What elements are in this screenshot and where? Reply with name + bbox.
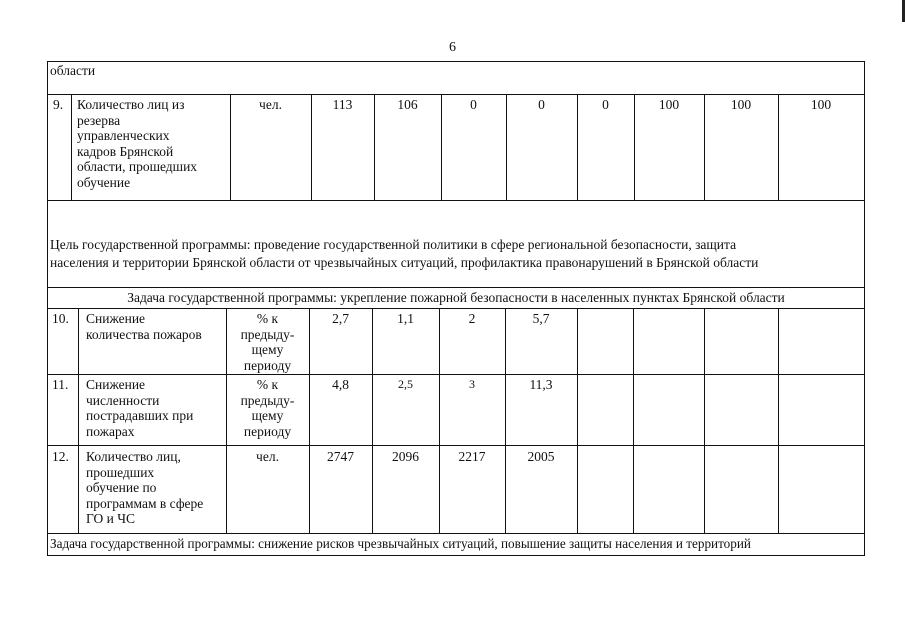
value-cell: 2096	[392, 449, 419, 464]
value-cell: 100	[658, 97, 680, 112]
unit-line: щему	[251, 408, 284, 423]
indicator-name	[77, 97, 197, 190]
col-line	[78, 308, 79, 533]
name-line: кадров Брянской	[77, 143, 174, 159]
name-line: пожарах	[86, 423, 135, 439]
goal-line: Цель государственной программы: проведение государственной политики в сфере региональной безопасности, защита	[50, 237, 737, 252]
unit-line: периоду	[243, 423, 292, 439]
continuation-label: области	[50, 63, 96, 78]
row-separator	[47, 94, 865, 95]
name-line: управленческих	[77, 128, 170, 143]
row-number: 11.	[52, 377, 69, 392]
value-cell: 3	[469, 377, 475, 391]
name-line: прошедших	[86, 464, 155, 480]
col-line	[778, 308, 779, 533]
page-number: 6	[449, 40, 456, 55]
unit-line: предыду-	[240, 392, 295, 408]
name-line: количества пожаров	[86, 326, 202, 342]
col-line	[505, 308, 506, 533]
value-cell: 5,7	[532, 311, 550, 326]
row-separator	[47, 200, 865, 201]
value-cell: 100	[810, 97, 832, 112]
row-number: 10.	[52, 311, 69, 326]
col-line	[71, 94, 72, 200]
row-number: 9.	[53, 97, 64, 112]
unit-cell: чел.	[259, 97, 282, 112]
unit-line: периоду	[243, 357, 292, 373]
col-line	[439, 308, 440, 533]
value-cell: 113	[332, 97, 353, 112]
value-cell: 2,7	[332, 311, 349, 326]
value-cell: 0	[470, 97, 477, 112]
col-line	[309, 308, 310, 533]
unit-line: % к	[256, 311, 279, 326]
unit-cell	[226, 377, 309, 439]
table-left-border	[47, 61, 48, 556]
value-cell: 1,1	[397, 311, 414, 326]
table-bottom-border	[47, 555, 865, 556]
value-cell: 4,8	[332, 377, 349, 392]
row-number: 12.	[52, 449, 69, 464]
name-line: пострадавших при	[86, 408, 194, 423]
col-line	[577, 308, 578, 533]
name-line: Снижение	[86, 377, 146, 392]
name-line: Количество лиц из	[77, 97, 185, 112]
name-line: численности	[86, 392, 160, 408]
row-separator	[47, 445, 865, 446]
name-line: обучение по	[86, 480, 157, 495]
program-task: Задача государственной программы: укрепление пожарной безопасности в населенных пунктах Брянской области	[127, 290, 785, 305]
value-cell: 2747	[327, 449, 354, 464]
value-cell: 2	[468, 311, 476, 326]
indicator-name	[86, 311, 202, 342]
row-separator	[47, 308, 865, 309]
value-cell: 0	[538, 97, 545, 112]
indicator-name	[86, 449, 203, 527]
unit-line: щему	[251, 342, 284, 357]
unit-line: предыду-	[240, 326, 295, 342]
goal-line: населения и территории Брянской области от чрезвычайных ситуаций, профилактика правонарушений в Брянской области	[50, 255, 759, 270]
row-separator	[47, 374, 865, 375]
value-cell: 11,3	[529, 377, 553, 392]
name-line: Количество лиц,	[86, 449, 181, 464]
name-line: обучение	[77, 174, 131, 190]
name-line: Снижение	[86, 311, 146, 326]
value-cell: 2217	[458, 449, 486, 464]
program-task: Задача государственной программы: снижение рисков чрезвычайных ситуаций, повышение защиты населения и территорий	[50, 536, 751, 551]
value-cell: 0	[602, 97, 609, 112]
value-cell: 2,5	[398, 377, 413, 391]
row-separator	[47, 533, 865, 534]
name-line: области, прошедших	[77, 159, 198, 174]
name-line: резерва	[77, 112, 121, 128]
name-line: программам в сфере	[86, 495, 204, 511]
row-separator	[47, 287, 865, 288]
unit-cell: чел.	[256, 449, 279, 464]
program-goal	[50, 236, 758, 272]
col-line	[704, 308, 705, 533]
col-line	[633, 308, 634, 533]
name-line: ГО и ЧС	[86, 511, 135, 526]
indicator-name	[86, 377, 193, 439]
value-cell: 100	[730, 97, 752, 112]
table-right-border	[864, 61, 865, 556]
table-top-border	[47, 61, 865, 62]
value-cell: 106	[397, 97, 418, 112]
col-line	[372, 308, 373, 533]
unit-cell	[226, 311, 309, 373]
value-cell: 2005	[527, 449, 555, 464]
unit-line: % к	[256, 377, 279, 392]
